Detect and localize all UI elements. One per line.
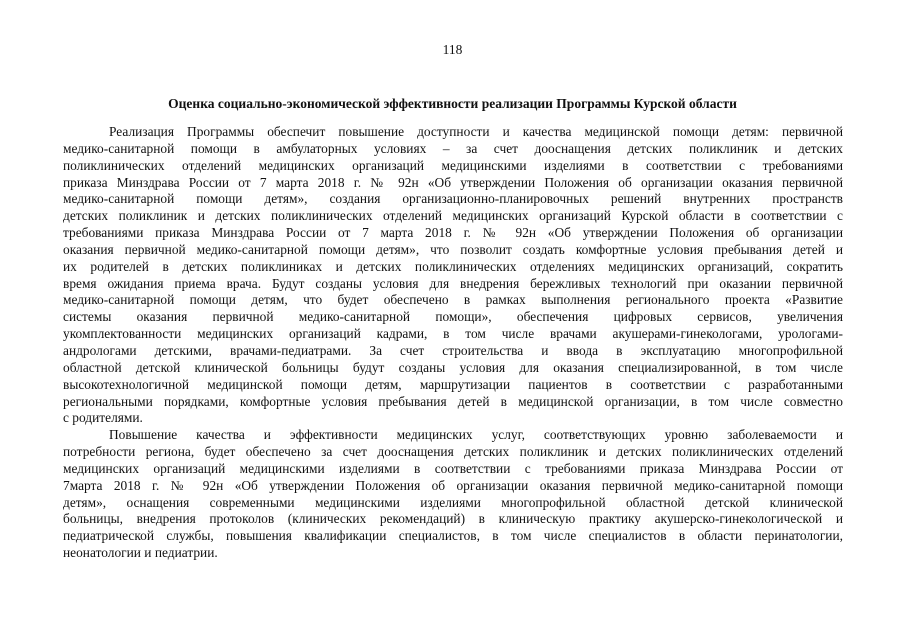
text-line: укомплектованности медицинских организаций кадрами, в том числе врачами акушерами-гинекологами, урологами- <box>63 326 843 342</box>
text-line: системы оказания первичной медико-санитарной помощи», обеспечения цифровых сервисов, увеличения <box>63 309 843 325</box>
text-line: педиатрической службы, повышения квалификации специалистов, в том числе специалистов в области перинатологии, <box>63 528 843 544</box>
text-line: медико-санитарной помощи детям», создания организационно-планировочных решений внутренних пространств <box>63 191 843 207</box>
text-line: 7марта 2018 г. № 92н «Об утверждении Положения об организации оказания первичной медико-санитарной помощи <box>63 477 843 493</box>
text-line: их родителей в детских поликлиниках и детских поликлинических отделениях медицинских организаций, сократить <box>63 258 843 274</box>
text-line: потребности региона, будет обеспечено за счет дооснащения детских поликлиник и детских поликлинических отделений <box>63 444 843 460</box>
text-line: детских поликлиник и детских поликлинических отделений медицинских организаций Курской области в соответствии с <box>63 208 843 224</box>
text-line: Повышение качества и эффективности медицинских услуг, соответствующих уровню заболеваемости и <box>109 427 843 443</box>
text-line: медико-санитарной помощи в амбулаторных условиях – за счет дооснащения детских поликлиник и детских <box>63 140 843 156</box>
text-line: медицинских организаций медицинскими изделиями в соответствии с требованиями приказа Минздрава России от <box>63 460 843 476</box>
document-body <box>63 124 843 562</box>
text-line: поликлинических отделений медицинских организаций медицинскими изделиями в соответствии с требованиями <box>63 157 843 173</box>
text-line: больницы, внедрения протоколов (клинических рекомендаций) в клиническую практику акушерско-гинекологической и <box>63 511 843 527</box>
text-line: приказа Минздрава России от 7 марта 2018 г. № 92н «Об утверждении Положения об организации оказания первичной <box>63 174 843 190</box>
text-line: детям», оснащения современными медицинскими изделиями многопрофильной областной детской клинической <box>63 494 843 510</box>
text-line: областной детской клинической больницы будут созданы условия для оказания специализированной, в том числе <box>63 359 843 375</box>
text-line: требованиями приказа Минздрава России от 7 марта 2018 г. № 92н «Об утверждении Положения об организации <box>63 225 843 241</box>
text-line: время ожидания приема врача. Будут созданы условия для внедрения бережливых технологий при оказании первичной <box>63 275 843 291</box>
text-line: андрологами детскими, врачами-педиатрами. За счет строительства и ввода в эксплуатацию многопрофильной <box>63 342 843 358</box>
text-line: региональными порядками, комфортные условия пребывания детей в медицинской организации, в том числе совместно <box>63 393 843 409</box>
document-title: Оценка социально-экономической эффективности реализации Программы Курской области <box>168 96 737 111</box>
text-line: с родителями. <box>63 410 143 426</box>
text-line: неонатологии и педиатрии. <box>63 545 218 561</box>
paragraph-1 <box>63 124 843 427</box>
text-line: высокотехнологичной медицинской помощи детям, маршрутизации пациентов в соответствии с разработанными <box>63 376 843 392</box>
text-line: Реализация Программы обеспечит повышение доступности и качества медицинской помощи детям: первичной <box>109 124 843 139</box>
text-line: оказания первичной медико-санитарной помощи детям», что позволит создать комфортные условия пребывания детей и <box>63 241 843 257</box>
text-line: медико-санитарной помощи детям, что будет обеспечено в рамках выполнения регионального проекта «Развитие <box>63 292 843 308</box>
page-number: 118 <box>442 42 463 57</box>
paragraph-2 <box>63 427 843 562</box>
